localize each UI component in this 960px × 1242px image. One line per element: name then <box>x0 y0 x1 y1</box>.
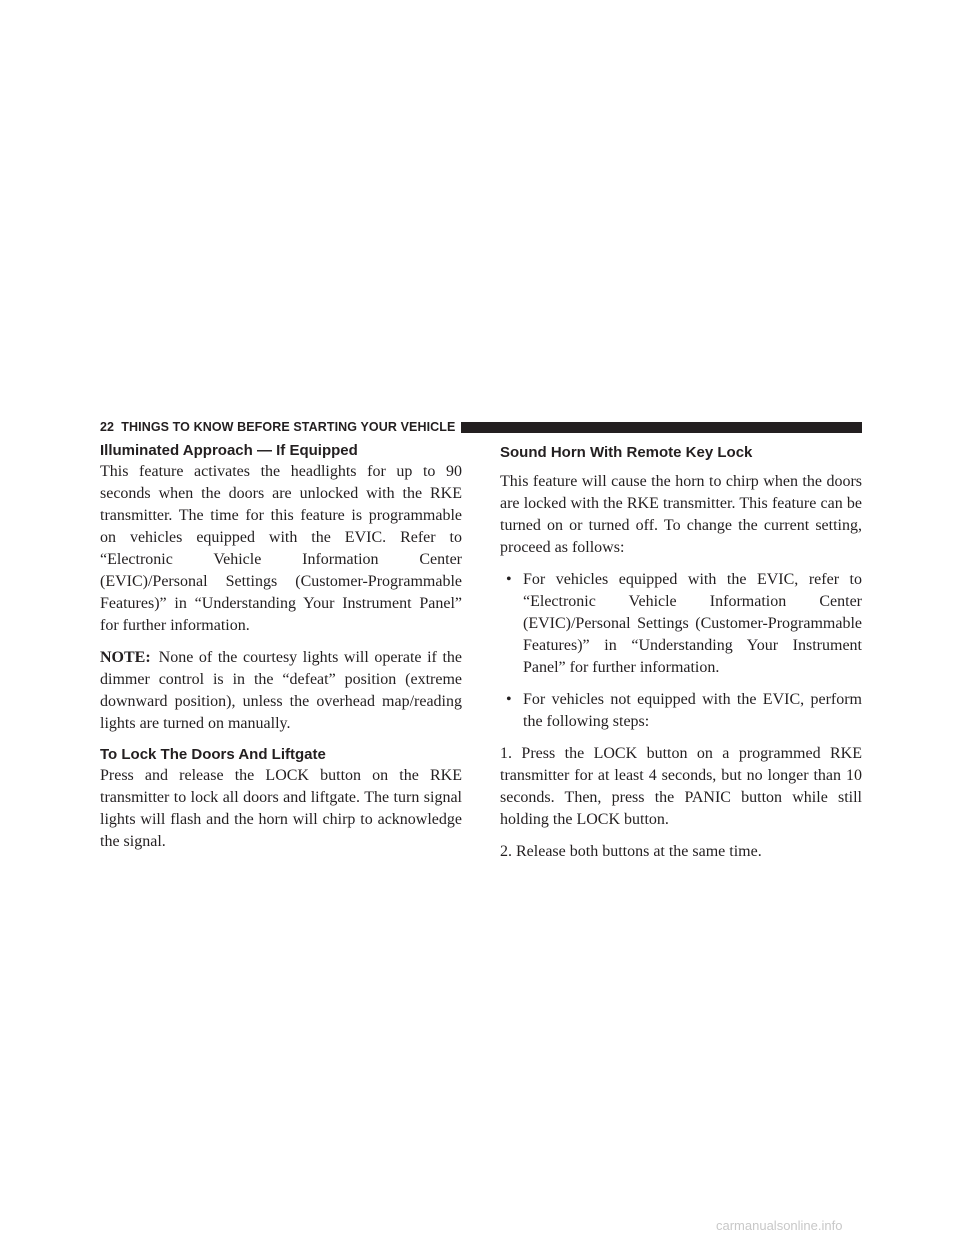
bullet-text: For vehicles not equipped with the EVIC, perform the following steps: <box>523 691 862 730</box>
paragraph-lock-doors: Press and release the LOCK button on the RKE transmitter to lock all doors and liftgate. The turn signal lights will flash and the horn will chirp to acknowledge the signal. <box>100 767 462 850</box>
paragraph-sound-horn-intro: This feature will cause the horn to chirp when the doors are locked with the RKE transmitter. This feature can be turned on or turned off. To change the current setting, proceed as follows: <box>500 473 862 556</box>
bullet-icon: • <box>506 571 512 588</box>
left-column <box>100 441 462 853</box>
paragraph-illuminated-approach: This feature activates the headlights for up to 90 seconds when the doors are unlocked with the RKE transmitter. The time for this feature is programmable on vehicles equipped with the EVIC. Refer to “Electronic Vehicle Information Center (EVIC)/Personal Settings (Customer-Programmable Features)” in “Understanding Your Instrument Panel” for further information. <box>100 463 462 634</box>
heading-lock-doors: To Lock The Doors And Liftgate <box>100 746 326 763</box>
note-paragraph <box>100 647 462 735</box>
bullet-icon: • <box>506 691 512 708</box>
heading-sound-horn: Sound Horn With Remote Key Lock <box>500 444 753 461</box>
page-number: 22 <box>100 420 115 434</box>
header-rule <box>461 422 862 433</box>
watermark: carmanualsonline.info <box>716 1218 843 1233</box>
running-header <box>100 416 862 438</box>
list-item <box>500 569 862 679</box>
note-label: NOTE: <box>100 649 151 666</box>
list-item <box>500 689 862 733</box>
heading-illuminated-approach: Illuminated Approach — If Equipped <box>100 442 358 459</box>
running-header-text <box>100 420 461 434</box>
step-1: 1. Press the LOCK button on a programmed RKE transmitter for at least 4 seconds, but no longer than 10 seconds. Then, press the PANIC button while still holding the LOCK button. <box>500 745 862 828</box>
step-2: 2. Release both buttons at the same time. <box>500 843 762 860</box>
section-title: THINGS TO KNOW BEFORE STARTING YOUR VEHICLE <box>121 420 456 434</box>
right-column <box>500 441 862 863</box>
note-text: None of the courtesy lights will operate if the dimmer control is in the “defeat” position (extreme downward position), unless the overhead map/reading lights are turned on manually. <box>100 649 462 732</box>
bullet-text: For vehicles equipped with the EVIC, refer to “Electronic Vehicle Information Center (EVIC)/Personal Settings (Customer-Programmable Features)” in “Understanding Your Instrument Panel” for further information. <box>523 571 862 676</box>
